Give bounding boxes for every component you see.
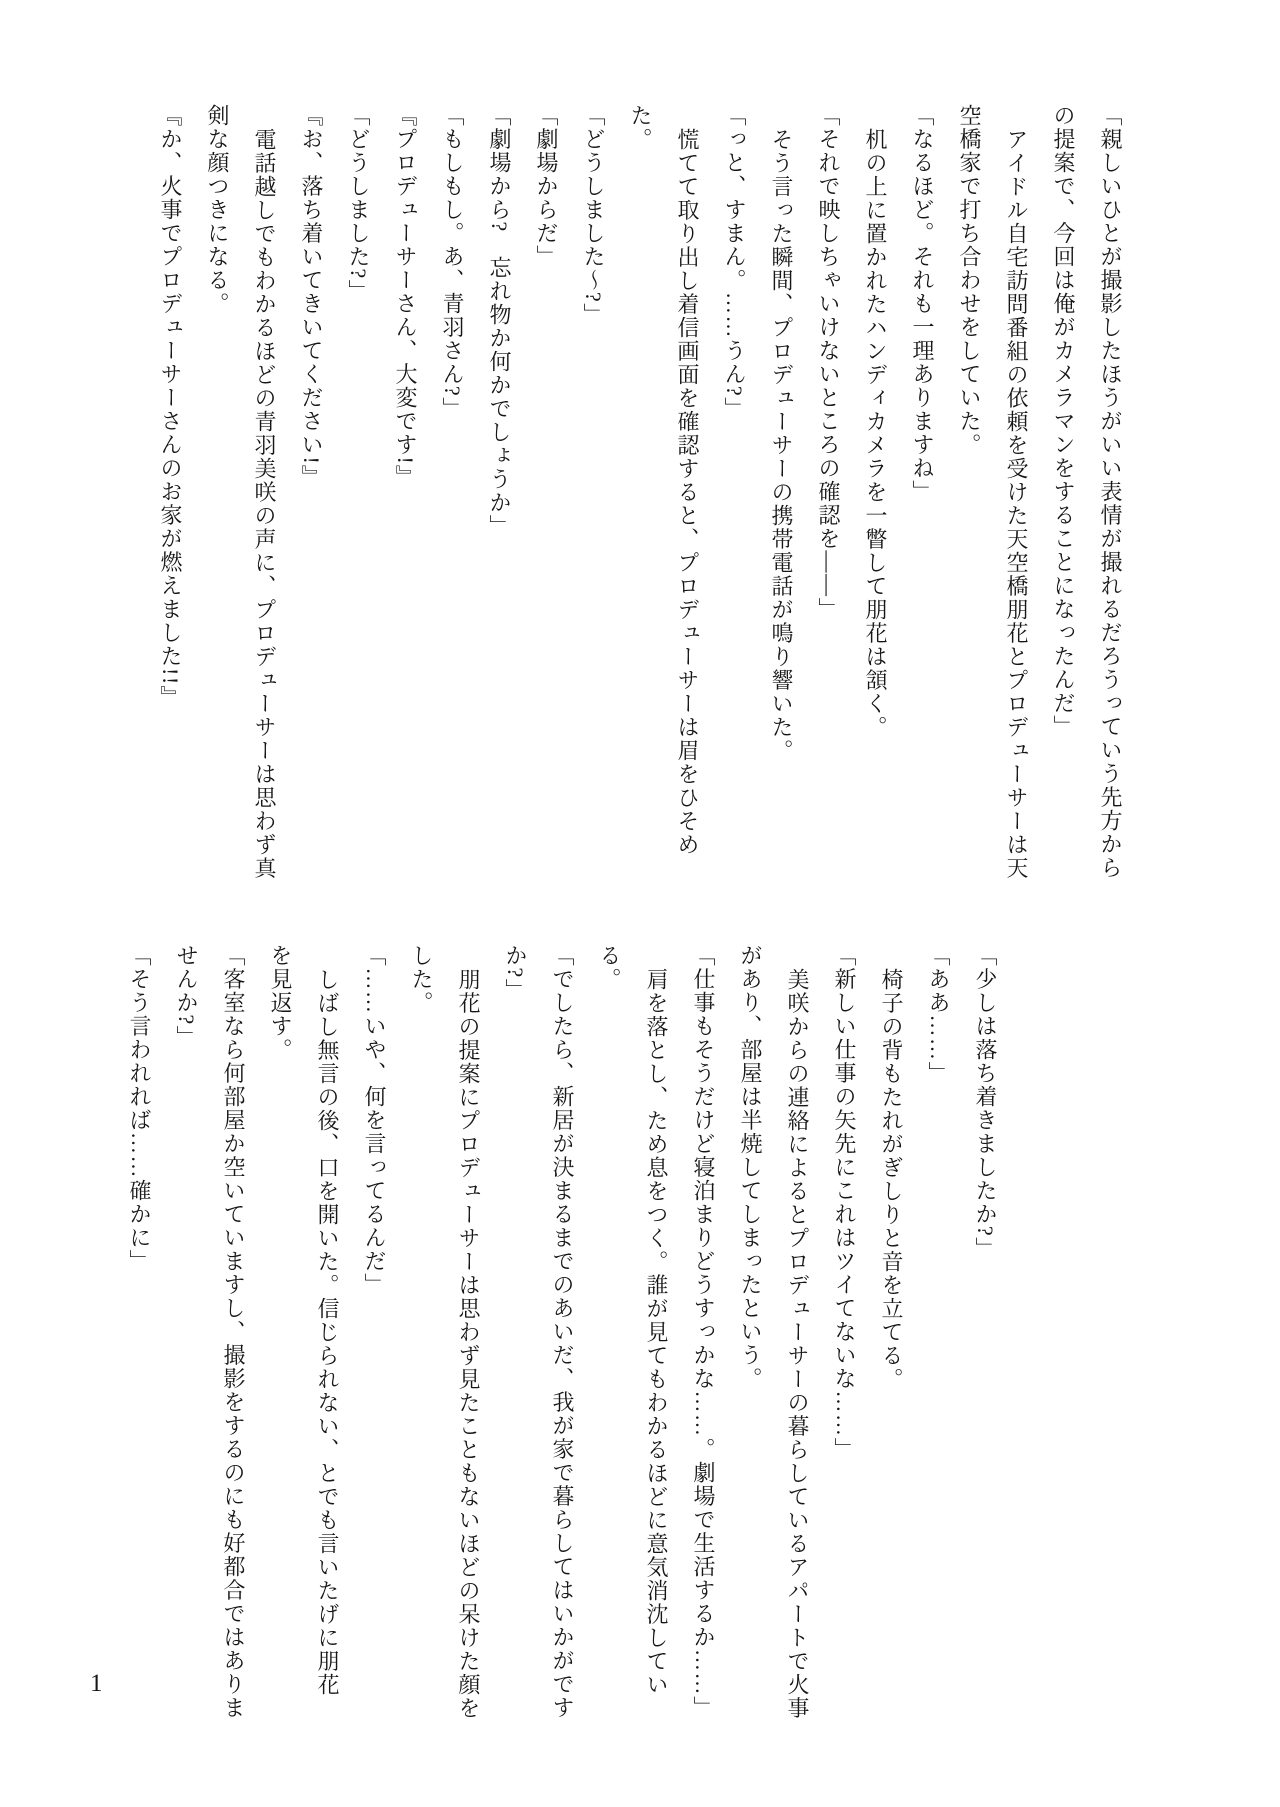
text-column: か?」 <box>503 944 528 1003</box>
text-column: しばし無言の後、口を開いた。信じられない、とでも言いたげに朋花 <box>315 968 340 1697</box>
text-column: があり、部屋は半焼してしまったという。 <box>738 944 763 1391</box>
text-column: 「もしもし。あ、青羽さん?」 <box>440 104 465 421</box>
text-column: 慌てて取り出し着信画面を確認すると、プロデューサーは眉をひそめ <box>675 128 700 857</box>
text-column: の提案で、今回は俺がカメラマンをすることになったんだ」 <box>1051 104 1076 739</box>
bottom-text-block <box>116 944 1009 1739</box>
text-column: 「仕事もそうだけど寝泊まりどうすっかな……。劇場で生活するか……」 <box>691 944 716 1720</box>
text-column: 「なるほど。それも一理ありますね」 <box>910 104 935 504</box>
text-column: 「親しいひとが撮影したほうがいい表情が撮れるだろうっていう先方から <box>1098 104 1123 880</box>
text-column: 空橋家で打ち合わせをしていた。 <box>957 104 982 457</box>
text-column: 美咲からの連絡によるとプロデューサーの暮らしているアパートで火事 <box>785 968 810 1720</box>
text-column: る。 <box>597 944 622 991</box>
text-column: 『か、火事でプロデューサーさんのお家が燃えました!!』 <box>158 104 183 710</box>
text-column: 「劇場からだ」 <box>534 104 559 269</box>
text-column: 剣な顔つきになる。 <box>205 104 230 316</box>
text-column: 「それで映しちゃいけないところの確認を――」 <box>816 104 841 621</box>
text-column: 「でしたら、新居が決まるまでのあいだ、我が家で暮らしてはいかがです <box>550 944 575 1720</box>
text-column: 机の上に置かれたハンディカメラを一瞥して朋花は頷く。 <box>863 128 888 739</box>
text-column: 『プロデューサーさん、大変です!』 <box>393 104 418 489</box>
text-column: 「っと、すまん。……うん?」 <box>722 104 747 421</box>
text-column: そう言った瞬間、プロデューサーの携帯電話が鳴り響いた。 <box>769 128 794 763</box>
text-column: 電話越しでもわかるほどの青羽美咲の声に、プロデューサーは思わず真 <box>252 128 277 880</box>
text-column: 「少しは落ち着きましたか?」 <box>973 944 998 1261</box>
page-number: 1 <box>90 1670 103 1697</box>
text-column: た。 <box>628 104 653 151</box>
top-text-block <box>147 104 1134 899</box>
text-column: せんか?」 <box>174 944 199 1050</box>
text-column: 「劇場から? 忘れ物か何かでしょうか」 <box>487 104 512 539</box>
text-column: した。 <box>409 944 434 1015</box>
text-column: 「……いや、何を言ってるんだ」 <box>362 944 387 1297</box>
text-column: 朋花の提案にプロデューサーは思わず見たこともないほどの呆けた顔を <box>456 968 481 1720</box>
text-column: 肩を落とし、ため息をつく。誰が見てもわかるほどに意気消沈してい <box>644 968 669 1697</box>
text-column: アイドル自宅訪問番組の依頼を受けた天空橋朋花とプロデューサーは天 <box>1004 128 1029 880</box>
text-column: 「そう言われれば……確かに」 <box>127 944 152 1273</box>
text-column: 「ああ……」 <box>926 944 951 1085</box>
text-column: 「どうしました?」 <box>346 104 371 304</box>
text-column: 椅子の背もたれがぎしりと音を立てる。 <box>879 968 904 1391</box>
text-column: 「どうしました〜?」 <box>581 104 606 327</box>
text-column: 「客室なら何部屋か空いていますし、撮影をするのにも好都合ではありま <box>221 944 246 1720</box>
text-column: 『お、落ち着いてきいてください!』 <box>299 104 324 489</box>
text-column: を見返す。 <box>268 944 293 1062</box>
text-column: 「新しい仕事の矢先にこれはツイてないな……」 <box>832 944 857 1461</box>
